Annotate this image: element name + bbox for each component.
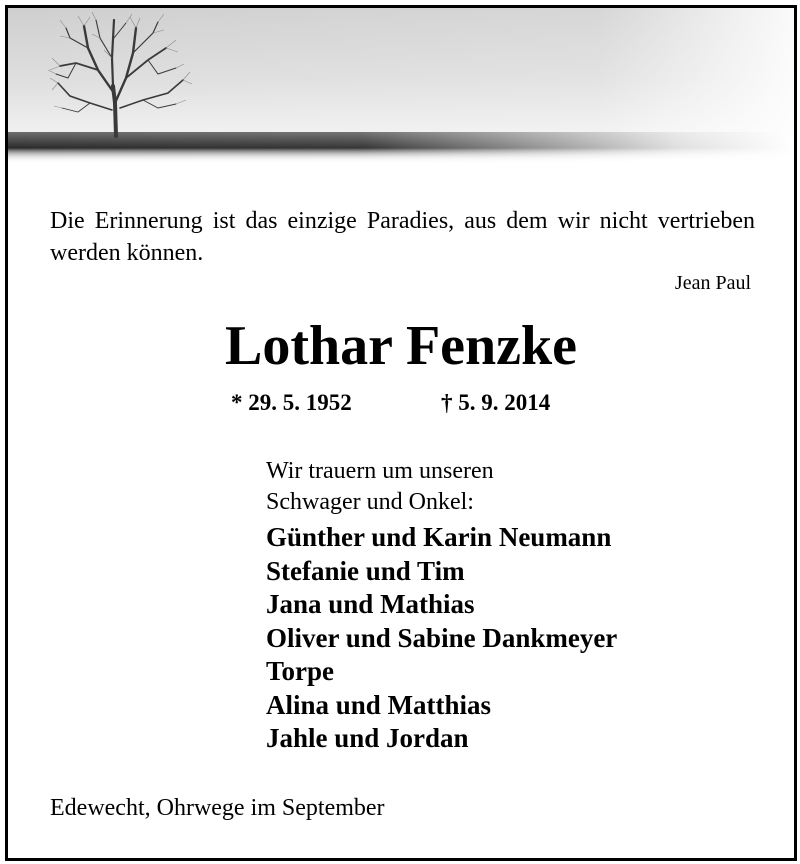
death-date: † 5. 9. 2014 (441, 390, 551, 415)
mourner-name: Alina und Matthias (266, 689, 492, 720)
memorial-quote: Die Erinnerung ist das einzige Paradies, aus dem wir nicht vertrieben werden können. (50, 208, 755, 266)
intro-line-1: Wir trauern um unseren (266, 458, 494, 484)
mourner-name: Torpe (266, 656, 335, 686)
mourner-name: Jahle und Jordan (266, 723, 469, 753)
mourner-name: Jana und Mathias (266, 589, 475, 619)
quote-author: Jean Paul (674, 272, 751, 294)
mourners-list (266, 521, 617, 756)
mourner-name: Oliver und Sabine Dankmeyer (266, 622, 618, 653)
obituary-card (5, 5, 797, 861)
deceased-name: Lothar Fenzke (224, 315, 578, 377)
intro-line-2: Schwager und Onkel: (266, 489, 474, 515)
place-and-month: Edewecht, Ohrwege im September (50, 795, 385, 821)
mourning-intro (266, 456, 494, 518)
mourner-name: Günther und Karin Neumann (266, 522, 612, 552)
mourner-name: Stefanie und Tim (266, 555, 465, 586)
birth-date: * 29. 5. 1952 (231, 390, 352, 415)
tree-banner-image (8, 8, 794, 173)
